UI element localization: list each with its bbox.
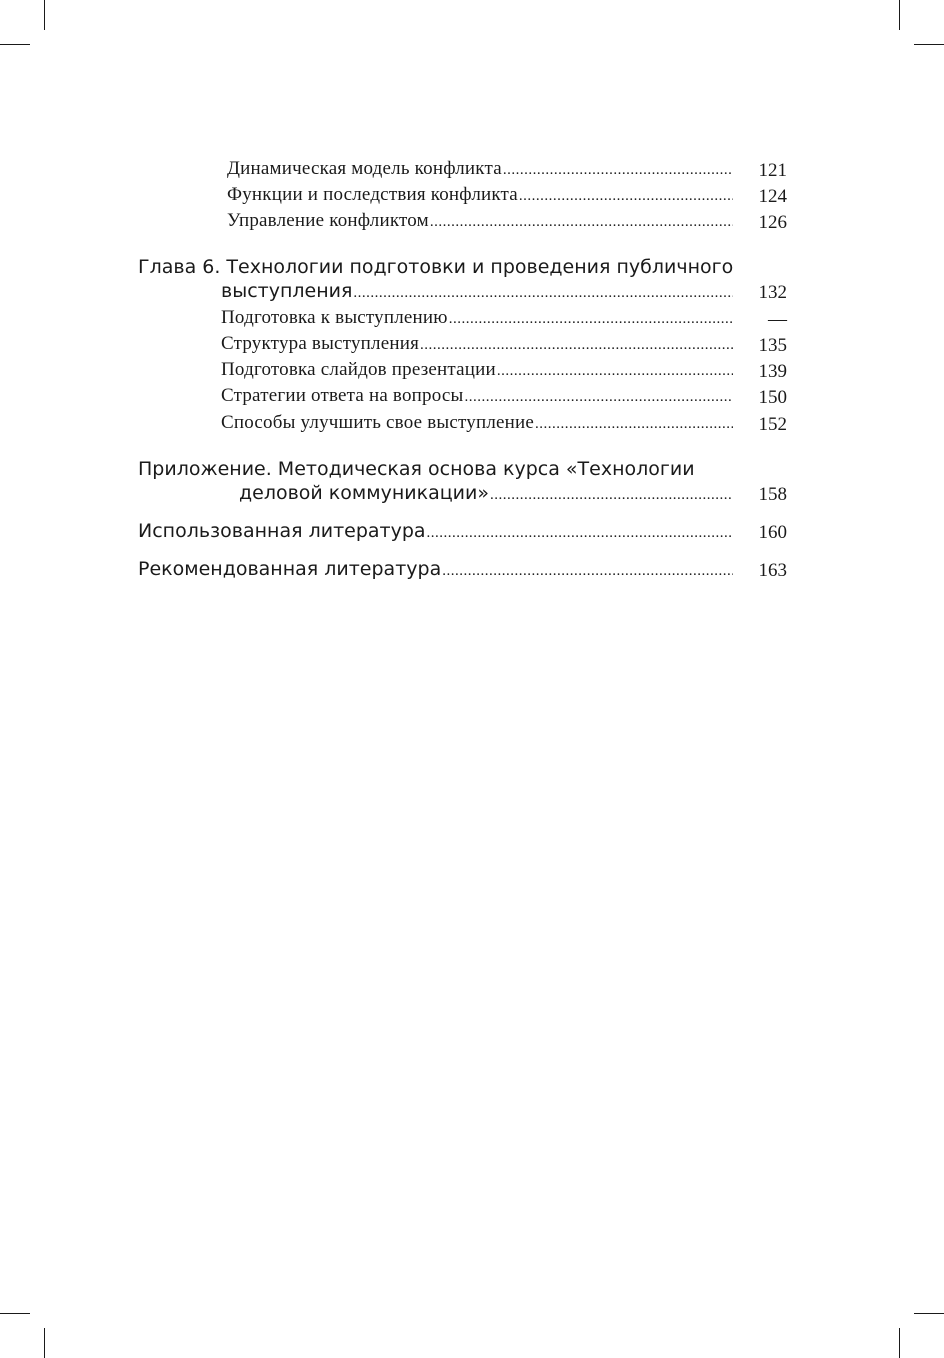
leader-dots	[353, 285, 733, 302]
crop-mark-top-left-vertical	[44, 0, 45, 30]
appendix-title-line-2: деловой коммуникации»	[239, 482, 489, 504]
crop-mark-bottom-right-horizontal	[914, 1313, 944, 1314]
appendix-entry[interactable]	[0, 482, 944, 508]
toc-entry-title: Структура выступления	[221, 333, 420, 354]
leader-dots	[427, 525, 733, 542]
leader-dots	[519, 188, 733, 205]
chapter-6-entry[interactable]	[0, 280, 944, 306]
chapter-6-title-line-2: выступления	[221, 280, 353, 302]
crop-mark-top-right-vertical	[899, 0, 900, 30]
toc-entry-page: 152	[758, 414, 787, 435]
chapter-6-page: 132	[758, 282, 787, 303]
toc-entry-title: Подготовка слайдов презентации	[221, 359, 496, 380]
leader-dots	[420, 337, 733, 354]
leader-dots	[503, 162, 733, 179]
leader-dots	[497, 363, 733, 380]
references-used-page: 160	[758, 522, 787, 543]
toc-entry[interactable]	[0, 210, 944, 236]
toc-entry[interactable]	[0, 359, 944, 385]
toc-entry[interactable]	[0, 184, 944, 210]
crop-mark-bottom-left-vertical	[44, 1328, 45, 1358]
toc-entry[interactable]	[0, 333, 944, 359]
toc-entry-page: 135	[758, 335, 787, 356]
references-used-entry[interactable]	[0, 520, 944, 546]
toc-entry-page: 126	[758, 212, 787, 233]
toc-entry-page: 139	[758, 361, 787, 382]
crop-mark-bottom-right-vertical	[899, 1328, 900, 1358]
toc-entry[interactable]	[0, 385, 944, 411]
leader-dots	[449, 311, 733, 328]
crop-mark-top-left-horizontal	[0, 44, 30, 45]
toc-entry-title: Функции и последствия конфликта	[227, 184, 518, 205]
references-recommended-title: Рекомендованная литература	[138, 558, 442, 580]
leader-dots	[490, 487, 733, 504]
references-recommended-page: 163	[758, 560, 787, 581]
crop-mark-bottom-left-horizontal	[0, 1313, 30, 1314]
toc-entry-page: —	[768, 309, 787, 330]
leader-dots	[430, 214, 733, 231]
toc-entry-title: Динамическая модель конфликта	[227, 158, 502, 179]
leader-dots	[465, 389, 733, 406]
toc-entry-page: 150	[758, 387, 787, 408]
appendix-title-line-1[interactable]: Приложение. Методическая основа курса «Технологии	[138, 458, 695, 480]
leader-dots	[442, 563, 733, 580]
toc-entry[interactable]	[0, 307, 944, 333]
toc-entry-title: Управление конфликтом	[227, 210, 429, 231]
crop-mark-top-right-horizontal	[914, 44, 944, 45]
toc-entry-title: Способы улучшить свое выступление	[221, 412, 535, 433]
toc-entry-title: Подготовка к выступлению	[221, 307, 448, 328]
toc-entry-title: Стратегии ответа на вопросы	[221, 385, 464, 406]
chapter-6-title-line-1[interactable]: Глава 6. Технологии подготовки и проведения публичного	[138, 256, 734, 278]
toc-entry-page: 121	[758, 160, 787, 181]
references-recommended-entry[interactable]	[0, 558, 944, 584]
toc-entry[interactable]	[0, 412, 944, 438]
toc-entry-page: 124	[758, 186, 787, 207]
appendix-page: 158	[758, 484, 787, 505]
leader-dots	[535, 416, 733, 433]
toc-entry[interactable]	[0, 158, 944, 184]
references-used-title: Использованная литература	[138, 520, 426, 542]
